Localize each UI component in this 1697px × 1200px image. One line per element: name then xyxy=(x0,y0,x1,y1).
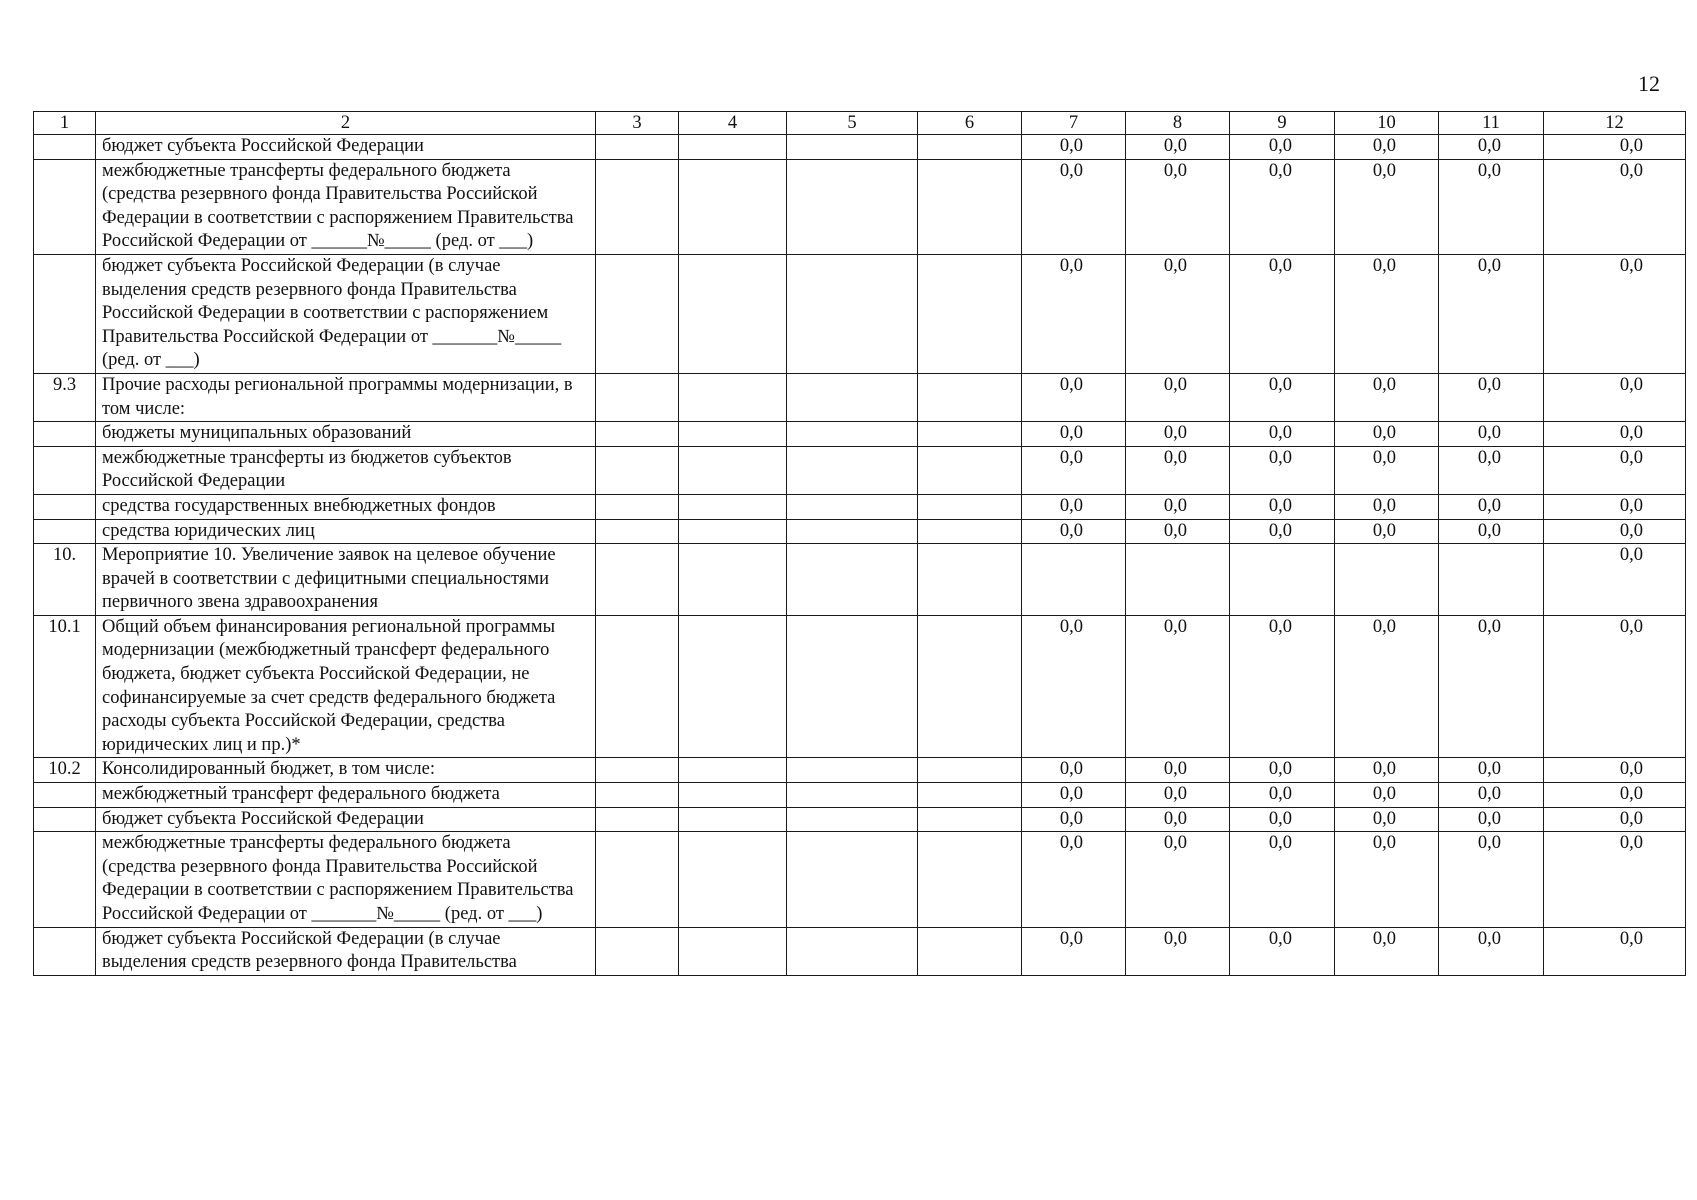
empty-cell xyxy=(679,544,787,616)
value-cell: 0,0 xyxy=(1022,783,1126,808)
empty-cell xyxy=(596,373,679,421)
empty-cell xyxy=(596,807,679,832)
value-cell: 0,0 xyxy=(1126,494,1230,519)
table-row xyxy=(34,544,1686,616)
value-cell: 0,0 xyxy=(1335,373,1439,421)
empty-cell xyxy=(596,254,679,373)
value-cell: 0,0 xyxy=(1439,519,1544,544)
empty-cell xyxy=(787,159,918,254)
value-cell: 0,0 xyxy=(1439,807,1544,832)
value-cell: 0,0 xyxy=(1544,807,1686,832)
row-number xyxy=(34,519,96,544)
value-cell: 0,0 xyxy=(1230,494,1335,519)
value-cell: 0,0 xyxy=(1022,373,1126,421)
value-cell: 0,0 xyxy=(1439,422,1544,447)
value-cell xyxy=(1335,544,1439,616)
column-number: 8 xyxy=(1126,112,1230,135)
row-number: 10.1 xyxy=(34,615,96,758)
value-cell: 0,0 xyxy=(1022,254,1126,373)
row-description: Общий объем финансирования региональной программы модернизации (межбюджетный трансферт федерального бюджета, бюджет субъекта Российской Федерации, не софинансируемые за счет средств федерального бюджета расходы субъекта Российской Федерации, средства юридических лиц и пр.)* xyxy=(96,615,596,758)
row-description: межбюджетные трансферты федерального бюджета (средства резервного фонда Правительства Российской Федерации в соответствии с распоряжением Правительства Российской Федерации от ______№_____ (ред. от ___) xyxy=(96,159,596,254)
budget-table xyxy=(33,111,1686,976)
empty-cell xyxy=(918,807,1022,832)
column-number: 4 xyxy=(679,112,787,135)
table-row xyxy=(34,254,1686,373)
row-description: межбюджетные трансферты федерального бюджета (средства резервного фонда Правительства Российской Федерации в соответствии с распоряжением Правительства Российской Федерации от _______№_____ (ред. от ___) xyxy=(96,832,596,927)
column-number: 1 xyxy=(34,112,96,135)
empty-cell xyxy=(679,519,787,544)
empty-cell xyxy=(787,783,918,808)
value-cell: 0,0 xyxy=(1544,422,1686,447)
value-cell: 0,0 xyxy=(1335,783,1439,808)
row-number: 10.2 xyxy=(34,758,96,783)
value-cell: 0,0 xyxy=(1335,422,1439,447)
value-cell: 0,0 xyxy=(1230,422,1335,447)
row-description: Мероприятие 10. Увеличение заявок на целевое обучение врачей в соответствии с дефицитными специальностями первичного звена здравоохранения xyxy=(96,544,596,616)
empty-cell xyxy=(596,615,679,758)
row-description: межбюджетные трансферты из бюджетов субъектов Российской Федерации xyxy=(96,446,596,494)
value-cell: 0,0 xyxy=(1544,373,1686,421)
empty-cell xyxy=(918,832,1022,927)
empty-cell xyxy=(679,758,787,783)
table-row xyxy=(34,615,1686,758)
value-cell: 0,0 xyxy=(1335,807,1439,832)
value-cell: 0,0 xyxy=(1230,373,1335,421)
row-number xyxy=(34,254,96,373)
value-cell: 0,0 xyxy=(1126,783,1230,808)
row-number xyxy=(34,446,96,494)
row-number xyxy=(34,927,96,975)
value-cell: 0,0 xyxy=(1126,519,1230,544)
row-description: бюджет субъекта Российской Федерации xyxy=(96,135,596,160)
column-number: 9 xyxy=(1230,112,1335,135)
empty-cell xyxy=(918,758,1022,783)
empty-cell xyxy=(918,422,1022,447)
empty-cell xyxy=(679,494,787,519)
column-number: 10 xyxy=(1335,112,1439,135)
row-number xyxy=(34,135,96,160)
value-cell: 0,0 xyxy=(1544,615,1686,758)
empty-cell xyxy=(596,159,679,254)
table-row xyxy=(34,783,1686,808)
value-cell: 0,0 xyxy=(1544,783,1686,808)
empty-cell xyxy=(787,373,918,421)
row-number: 9.3 xyxy=(34,373,96,421)
empty-cell xyxy=(787,519,918,544)
row-description: межбюджетный трансферт федерального бюджета xyxy=(96,783,596,808)
value-cell xyxy=(1022,544,1126,616)
value-cell: 0,0 xyxy=(1022,135,1126,160)
page-number: 12 xyxy=(1638,71,1660,96)
empty-cell xyxy=(787,807,918,832)
empty-cell xyxy=(787,615,918,758)
empty-cell xyxy=(596,544,679,616)
value-cell: 0,0 xyxy=(1439,832,1544,927)
row-description: бюджет субъекта Российской Федерации (в случае выделения средств резервного фонда Правительства Российской Федерации в соответствии с распоряжением Правительства Российской Федерации от _______№_____ (ред. от ___) xyxy=(96,254,596,373)
value-cell: 0,0 xyxy=(1335,446,1439,494)
value-cell: 0,0 xyxy=(1544,519,1686,544)
value-cell: 0,0 xyxy=(1126,446,1230,494)
value-cell: 0,0 xyxy=(1544,832,1686,927)
empty-cell xyxy=(918,783,1022,808)
empty-cell xyxy=(679,422,787,447)
value-cell: 0,0 xyxy=(1230,446,1335,494)
empty-cell xyxy=(596,494,679,519)
table-row xyxy=(34,927,1686,975)
column-number-row xyxy=(34,112,1686,135)
value-cell: 0,0 xyxy=(1230,758,1335,783)
value-cell: 0,0 xyxy=(1126,373,1230,421)
value-cell: 0,0 xyxy=(1439,446,1544,494)
empty-cell xyxy=(918,519,1022,544)
value-cell: 0,0 xyxy=(1022,832,1126,927)
empty-cell xyxy=(918,615,1022,758)
table-row xyxy=(34,832,1686,927)
row-number xyxy=(34,832,96,927)
empty-cell xyxy=(679,159,787,254)
column-number: 7 xyxy=(1022,112,1126,135)
value-cell: 0,0 xyxy=(1439,135,1544,160)
empty-cell xyxy=(596,446,679,494)
value-cell: 0,0 xyxy=(1022,758,1126,783)
value-cell: 0,0 xyxy=(1022,446,1126,494)
table-row xyxy=(34,159,1686,254)
empty-cell xyxy=(596,519,679,544)
value-cell: 0,0 xyxy=(1439,159,1544,254)
empty-cell xyxy=(679,254,787,373)
value-cell: 0,0 xyxy=(1022,927,1126,975)
value-cell: 0,0 xyxy=(1126,832,1230,927)
value-cell: 0,0 xyxy=(1022,807,1126,832)
value-cell: 0,0 xyxy=(1126,422,1230,447)
value-cell: 0,0 xyxy=(1230,927,1335,975)
table-row xyxy=(34,758,1686,783)
value-cell: 0,0 xyxy=(1335,254,1439,373)
row-description: бюджет субъекта Российской Федерации (в случае выделения средств резервного фонда Правительства xyxy=(96,927,596,975)
value-cell: 0,0 xyxy=(1335,135,1439,160)
empty-cell xyxy=(679,615,787,758)
empty-cell xyxy=(787,832,918,927)
row-description: бюджет субъекта Российской Федерации xyxy=(96,807,596,832)
value-cell: 0,0 xyxy=(1230,519,1335,544)
empty-cell xyxy=(918,254,1022,373)
value-cell: 0,0 xyxy=(1335,494,1439,519)
empty-cell xyxy=(787,422,918,447)
value-cell: 0,0 xyxy=(1230,832,1335,927)
value-cell: 0,0 xyxy=(1544,544,1686,616)
empty-cell xyxy=(918,159,1022,254)
value-cell: 0,0 xyxy=(1126,807,1230,832)
empty-cell xyxy=(679,927,787,975)
row-number xyxy=(34,422,96,447)
value-cell: 0,0 xyxy=(1126,758,1230,783)
value-cell: 0,0 xyxy=(1022,519,1126,544)
value-cell: 0,0 xyxy=(1126,615,1230,758)
empty-cell xyxy=(787,927,918,975)
empty-cell xyxy=(787,135,918,160)
value-cell: 0,0 xyxy=(1439,927,1544,975)
row-number: 10. xyxy=(34,544,96,616)
empty-cell xyxy=(596,783,679,808)
empty-cell xyxy=(918,927,1022,975)
empty-cell xyxy=(596,832,679,927)
row-description: Прочие расходы региональной программы модернизации, в том числе: xyxy=(96,373,596,421)
value-cell: 0,0 xyxy=(1439,373,1544,421)
value-cell: 0,0 xyxy=(1335,927,1439,975)
empty-cell xyxy=(679,373,787,421)
column-number: 2 xyxy=(96,112,596,135)
table-body xyxy=(34,112,1686,976)
row-number xyxy=(34,807,96,832)
value-cell: 0,0 xyxy=(1126,927,1230,975)
value-cell: 0,0 xyxy=(1439,758,1544,783)
empty-cell xyxy=(679,135,787,160)
value-cell: 0,0 xyxy=(1335,832,1439,927)
empty-cell xyxy=(918,494,1022,519)
value-cell: 0,0 xyxy=(1230,615,1335,758)
column-number: 12 xyxy=(1544,112,1686,135)
value-cell xyxy=(1126,544,1230,616)
value-cell: 0,0 xyxy=(1022,615,1126,758)
value-cell: 0,0 xyxy=(1022,422,1126,447)
empty-cell xyxy=(596,758,679,783)
value-cell: 0,0 xyxy=(1126,135,1230,160)
value-cell: 0,0 xyxy=(1544,758,1686,783)
empty-cell xyxy=(918,135,1022,160)
empty-cell xyxy=(787,758,918,783)
row-number xyxy=(34,494,96,519)
value-cell: 0,0 xyxy=(1544,446,1686,494)
value-cell: 0,0 xyxy=(1439,494,1544,519)
row-description: средства юридических лиц xyxy=(96,519,596,544)
empty-cell xyxy=(787,446,918,494)
value-cell: 0,0 xyxy=(1335,519,1439,544)
table-row xyxy=(34,373,1686,421)
table-row xyxy=(34,135,1686,160)
table-row xyxy=(34,519,1686,544)
value-cell: 0,0 xyxy=(1230,159,1335,254)
value-cell: 0,0 xyxy=(1230,254,1335,373)
empty-cell xyxy=(787,494,918,519)
value-cell: 0,0 xyxy=(1335,758,1439,783)
empty-cell xyxy=(679,832,787,927)
value-cell: 0,0 xyxy=(1544,159,1686,254)
value-cell: 0,0 xyxy=(1335,159,1439,254)
value-cell: 0,0 xyxy=(1230,783,1335,808)
column-number: 6 xyxy=(918,112,1022,135)
value-cell: 0,0 xyxy=(1544,135,1686,160)
empty-cell xyxy=(679,807,787,832)
value-cell: 0,0 xyxy=(1126,159,1230,254)
empty-cell xyxy=(596,422,679,447)
value-cell: 0,0 xyxy=(1230,135,1335,160)
row-description: средства государственных внебюджетных фондов xyxy=(96,494,596,519)
empty-cell xyxy=(918,373,1022,421)
empty-cell xyxy=(918,544,1022,616)
column-number: 11 xyxy=(1439,112,1544,135)
table-row xyxy=(34,446,1686,494)
row-number xyxy=(34,159,96,254)
value-cell: 0,0 xyxy=(1544,254,1686,373)
column-number: 3 xyxy=(596,112,679,135)
empty-cell xyxy=(918,446,1022,494)
value-cell: 0,0 xyxy=(1439,254,1544,373)
value-cell: 0,0 xyxy=(1439,615,1544,758)
empty-cell xyxy=(679,446,787,494)
value-cell xyxy=(1230,544,1335,616)
value-cell xyxy=(1439,544,1544,616)
value-cell: 0,0 xyxy=(1230,807,1335,832)
column-number: 5 xyxy=(787,112,918,135)
empty-cell xyxy=(596,927,679,975)
value-cell: 0,0 xyxy=(1544,494,1686,519)
row-description: бюджеты муниципальных образований xyxy=(96,422,596,447)
value-cell: 0,0 xyxy=(1126,254,1230,373)
value-cell: 0,0 xyxy=(1335,615,1439,758)
table-row xyxy=(34,494,1686,519)
row-number xyxy=(34,783,96,808)
empty-cell xyxy=(787,254,918,373)
value-cell: 0,0 xyxy=(1439,783,1544,808)
table-row xyxy=(34,422,1686,447)
row-description: Консолидированный бюджет, в том числе: xyxy=(96,758,596,783)
empty-cell xyxy=(787,544,918,616)
empty-cell xyxy=(596,135,679,160)
value-cell: 0,0 xyxy=(1022,494,1126,519)
value-cell: 0,0 xyxy=(1544,927,1686,975)
table-row xyxy=(34,807,1686,832)
empty-cell xyxy=(679,783,787,808)
value-cell: 0,0 xyxy=(1022,159,1126,254)
